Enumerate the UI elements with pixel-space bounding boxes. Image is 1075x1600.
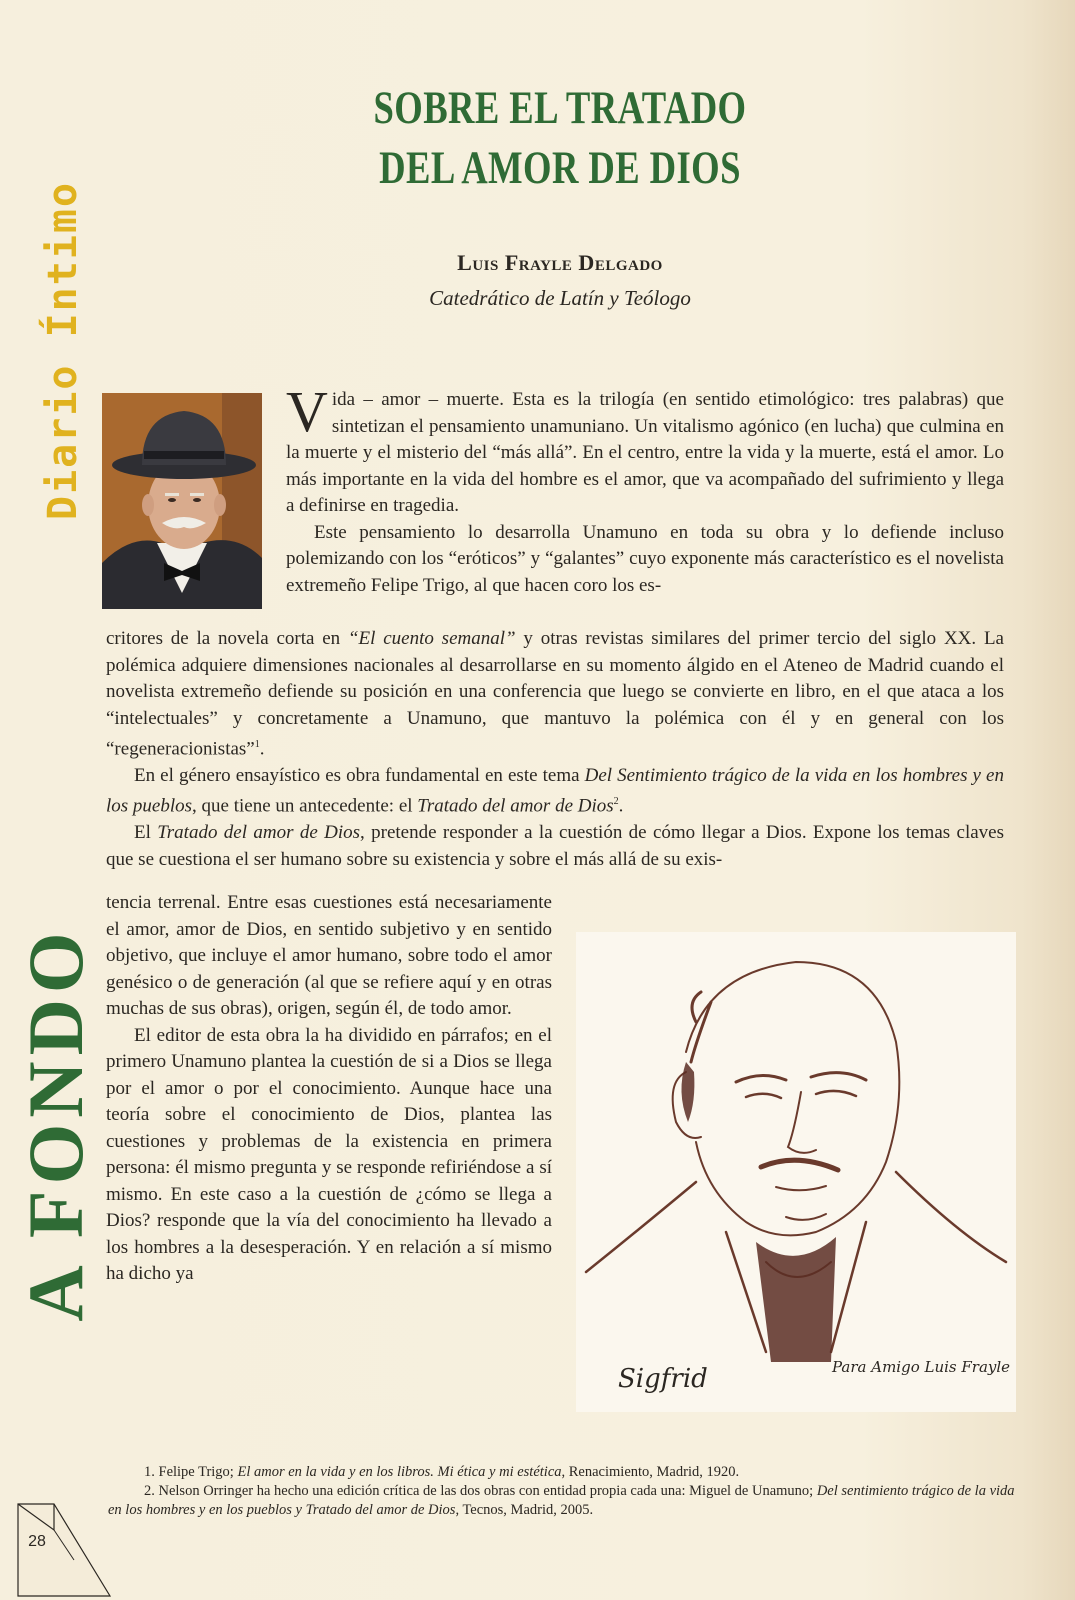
sketch-signature-left: Sigfrid (618, 1364, 708, 1394)
drop-cap: V (286, 379, 328, 444)
page-number: 28 (28, 1533, 46, 1550)
section-label-a-fondo: A FONDO (12, 926, 99, 1322)
author-name: Luis Frayle Delgado (457, 250, 663, 275)
section-label-diario-intimo: Diario Íntimo (40, 180, 86, 520)
article-title (357, 78, 763, 198)
paragraph-4: El Tratado del amor de Dios, pretende responder a la cuestión de cómo llegar a Dios. Expone los temas claves que se cuestiona el ser humano sobre su existencia y sobre el más allá de su exis- (106, 822, 1004, 870)
article-body-full (106, 626, 1004, 873)
title-line-1: SOBRE EL TRATADO (373, 82, 747, 134)
article-body-column (106, 890, 552, 1288)
paragraph-2a: Este pensamiento lo desarrolla Unamuno en toda su obra y lo defiende incluso polemizando con los “eróticos” y “galantes” cuyo exponente más característico es el novelista extremeño Felipe Trigo, al que hacen coro los es- (286, 521, 1004, 596)
sketch-dedication: Para Amigo Luis Frayle (832, 1358, 1011, 1376)
article-intro (286, 379, 1004, 599)
paragraph-3: En el género ensayístico es obra fundamental en este tema Del Sentimiento trágico de la vida en los hombres y en los pueblos, que tiene un antecedente: el Tratado del amor de Dios$^2$. (106, 764, 1004, 817)
paragraph-1: Vida – amor – muerte. Esta es la trilogía (en sentido etimológico: tres palabras) que sintetizan el pensamiento unamuniano. Un vitalismo agónico (en lucha) que culmina en la muerte y el misterio del “más allá”. En el centro, entre la vida y la muerte, está el amor. Lo más importante en la vida del hombre es el amor, que va acompañado del sufrimiento y llega a definirse en tragedia. (286, 379, 1004, 516)
author-role: Catedrático de Latín y Teólogo (429, 286, 691, 310)
unamuno-portrait-drawing (576, 932, 1016, 1412)
paragraph-2b: critores de la novela corta en “El cuento semanal” y otras revistas similares del primer tercio del siglo XX. La polémica adquiere dimensiones nacionales al desarrollarse en su momento álgido en el Ateneo de Madrid cuando el novelista extremeño defiende su posición en una conferencia que luego se convierte en libro, en el que ataca a los “intelectuales” y concretamente a Unamuno, que mantuvo la polémica con él y en general con los “regeneracionistas”$^1$. (106, 628, 1004, 760)
author-photo (102, 393, 262, 609)
footnote-2: 2. Nelson Orringer ha hecho una edición crítica de las dos obras con entidad propia cada una: Miguel de Unamuno; Del sentimiento trágico de la vida en los hombres y en los pueblos y Tratado del amor de Dios, Tecnos, Madrid, 2005. (108, 1483, 1015, 1518)
paragraph-5: El editor de esta obra la ha dividido en párrafos; en el primero Unamuno plantea la cuestión de si a Dios se llega por el amor o por el conocimiento. Aunque hace una teoría sobre el conocimiento de Dios, plantea las cuestiones y problemas de la existencia en primera persona: él mismo pregunta y se responde refiriéndose a sí mismo. En este caso a la cuestión de ¿cómo se llega a Dios? responde que la vía del conocimiento ha llevado a los hombres a la desesperación. Y en relación a sí mismo ha dicho ya (106, 1024, 552, 1284)
paragraph-4-continued: tencia terrenal. Entre esas cuestiones está necesariamente el amor, amor de Dios, en sentido subjetivo y en sentido objetivo, que incluye el amor humano, sobre todo el amor genésico o de generación (al que se refiere aquí y en otras muchas de sus obras), origen, según él, de todo amor. (106, 892, 552, 1019)
footnote-1: 1. Felipe Trigo; El amor en la vida y en los libros. Mi ética y mi estética, Renacimiento, Madrid, 1920. (144, 1464, 740, 1480)
footnotes (108, 1463, 1018, 1520)
author-portrait-illustration (102, 393, 262, 609)
title-line-2: DEL AMOR DE DIOS (379, 142, 741, 194)
unamuno-sketch (576, 932, 1016, 1412)
